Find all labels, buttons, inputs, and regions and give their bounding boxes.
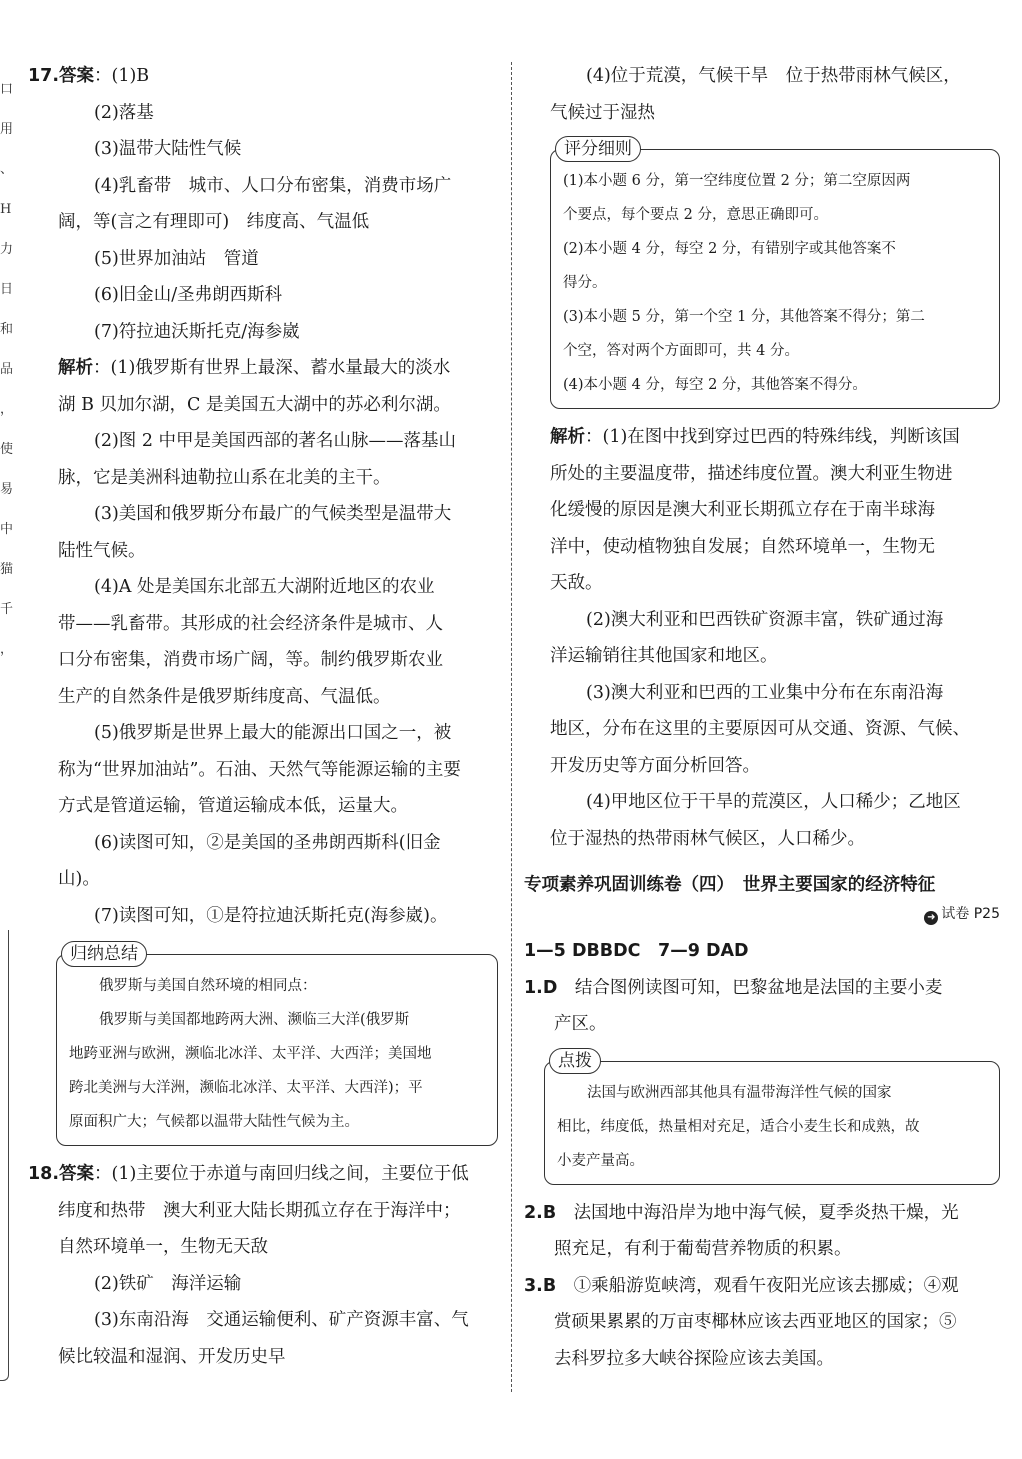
q18-answer-2: (2)铁矿 海洋运输 (94, 1273, 242, 1294)
paper-ref: ➜ 试卷 P25 (524, 901, 1000, 927)
q17-analysis-5-line1: (5)俄罗斯是世界上最大的能源出口国之一，被 (94, 723, 452, 743)
q17-analysis-4-line1: (4)A 处是美国东北部五大湖附近地区的农业 (94, 577, 435, 597)
q3-line3: 去科罗拉多大峡谷探险应该去美国。 (554, 1348, 834, 1369)
q18-answer-1-line2: 纬度和热带 澳大利亚大陆长期孤立存在于海洋中； (58, 1200, 461, 1221)
summary-title: 归纳总结 (61, 941, 147, 967)
q18-answer-4-line2: 气候过于湿热 (550, 102, 655, 123)
analysis-1-line5: 天敌。 (550, 573, 603, 593)
section-title: 专项素养巩固训练卷（四） 世界主要国家的经济特征 (524, 875, 936, 895)
column-divider (511, 62, 512, 1392)
q17-label: 17.答案 (28, 66, 95, 86)
scoring-line: (3)本小题 5 分，第一个空 1 分，其他答案不得分；第二 (563, 309, 925, 325)
left-column (28, 58, 498, 1375)
q17-analysis-3-line1: (3)美国和俄罗斯分布最广的气候类型是温带大 (94, 504, 452, 524)
q17-analysis-3-line2: 陆性气候。 (58, 540, 146, 561)
tip-line: 小麦产量高。 (557, 1152, 644, 1169)
q1-line2: 产区。 (554, 1014, 607, 1034)
right-column (524, 58, 1000, 1377)
scoring-line: (2)本小题 4 分，每空 2 分，有错别字或其他答案不 (563, 241, 896, 257)
q3-label: 3.B (524, 1275, 557, 1296)
edge-fragment: 口 用 、 H 力 日 和 品 ， 使 易 中 猫 千 ， (0, 82, 14, 657)
analysis-label: 解析 (58, 358, 93, 378)
q17-answer-2: (2)落基 (94, 102, 154, 123)
q18-answer-1-line3: 自然环境单一，生物无天敌 (58, 1237, 268, 1257)
q17-answer-6: (6)旧金山/圣弗朗西斯科 (94, 285, 283, 305)
q18-answer-4-line1: (4)位于荒漠，气候干旱 位于热带雨林气候区， (586, 66, 961, 86)
q2-line1: 2.B 法国地中海沿岸为地中海气候，夏季炎热干燥，光 (524, 1202, 959, 1223)
q18-answer-1-line1: 18.答案：(1)主要位于赤道与南回归线之间，主要位于低 (28, 1164, 469, 1184)
q17-analysis-6-line1: (6)读图可知，②是美国的圣弗朗西斯科(旧金 (94, 832, 441, 853)
summary-line: 俄罗斯与美国都地跨两大洲、濒临三大洋(俄罗斯 (99, 1012, 410, 1028)
q17-analysis-4-line3: 口分布密集，消费市场广阔，等。制约俄罗斯农业 (58, 650, 443, 670)
q17-analysis-4-line2: 带——乳畜带。其形成的社会经济条件是城市、人 (58, 613, 443, 634)
q17-analysis-1-line2: 湖 B 贝加尔湖，C 是美国五大湖中的苏必利尔湖。 (58, 394, 451, 415)
tip-title: 点拨 (549, 1048, 601, 1074)
scoring-line: 得分。 (563, 275, 607, 291)
q17-answer-3: (3)温带大陆性气候 (94, 139, 242, 159)
scoring-line: 个空，答对两个方面即可，共 4 分。 (563, 343, 799, 359)
q2-line2: 照充足，有利于葡萄营养物质的积累。 (554, 1239, 852, 1259)
q1-label: 1.D (524, 977, 558, 998)
analysis-2-line1: (2)澳大利亚和巴西铁矿资源丰富，铁矿通过海 (586, 609, 944, 630)
scoring-title: 评分细则 (555, 136, 641, 162)
q18-label: 18.答案 (28, 1164, 95, 1184)
q3-line1: 3.B ①乘船游览峡湾，观看午夜阳光应该去挪威；④观 (524, 1275, 959, 1296)
summary-box (56, 944, 498, 1146)
answer-key: 1—5 DBBDC 7—9 DAD (524, 941, 749, 961)
scoring-line: (1)本小题 6 分，第一空纬度位置 2 分；第二空原因两 (563, 173, 911, 189)
q17-analysis-2-line2: 脉，它是美洲科迪勒拉山系在北美的主干。 (58, 467, 391, 488)
arrow-right-icon: ➜ (924, 911, 938, 925)
analysis-3-line3: 开发历史等方面分析回答。 (550, 755, 760, 776)
analysis-1-line2: 所处的主要温度带，描述纬度位置。澳大利亚生物进 (550, 463, 953, 484)
tip-line: 相比，纬度低，热量相对充足，适合小麦生长和成熟，故 (557, 1118, 920, 1135)
analysis-1-line1: 解析：(1)在图中找到穿过巴西的特殊纬线，判断该国 (550, 427, 960, 447)
analysis-1-line4: 洋中，使动植物独自发展；自然环境单一，生物无 (550, 536, 935, 557)
q17-analysis-7: (7)读图可知，①是符拉迪沃斯托克(海参崴)。 (94, 905, 448, 926)
q18-answer-3-line2: 候比较温和湿润、开发历史早 (58, 1346, 286, 1367)
analysis-2-line2: 洋运输销往其他国家和地区。 (550, 646, 778, 666)
scoring-line: (4)本小题 4 分，每空 2 分，其他答案不得分。 (563, 377, 867, 393)
summary-line: 原面积广大；气候都以温带大陆性气候为主。 (69, 1114, 359, 1130)
analysis-1-line3: 化缓慢的原因是澳大利亚长期孤立存在于南半球海 (550, 500, 935, 520)
summary-line: 俄罗斯与美国自然环境的相同点： (99, 978, 317, 994)
summary-line: 地跨亚洲与欧洲，濒临北冰洋、太平洋、大西洋；美国地 (69, 1046, 432, 1062)
q1-line1: 1.D 结合图例读图可知，巴黎盆地是法国的主要小麦 (524, 977, 943, 998)
q17-answer-5: (5)世界加油站 管道 (94, 248, 259, 269)
q3-line2: 赏硕果累累的万亩枣椰林应该去西亚地区的国家；⑤ (554, 1312, 957, 1332)
analysis-3-line2: 地区，分布在这里的主要原因可从交通、资源、气候、 (550, 719, 970, 739)
q17-analysis-1-line1: 解析：(1)俄罗斯有世界上最深、蓄水量最大的淡水 (58, 358, 451, 378)
q17-answer-4-line2: 阔，等(言之有理即可) 纬度高、气温低 (58, 212, 370, 232)
analysis-label: 解析 (550, 427, 585, 447)
q2-label: 2.B (524, 1202, 557, 1223)
scoring-line: 个要点，每个要点 2 分，意思正确即可。 (563, 207, 828, 223)
tip-box (544, 1050, 1000, 1185)
q17-analysis-2-line1: (2)图 2 中甲是美国西部的著名山脉——落基山 (94, 431, 457, 451)
analysis-4-line2: 位于湿热的热带雨林气候区，人口稀少。 (550, 828, 865, 849)
analysis-4-line1: (4)甲地区位于干旱的荒漠区，人口稀少；乙地区 (586, 792, 961, 812)
q18-answer-3-line1: (3)东南沿海 交通运输便利、矿产资源丰富、气 (94, 1310, 469, 1330)
q17-answer-4-line1: (4)乳畜带 城市、人口分布密集，消费市场广 (94, 175, 452, 196)
q17-answer-7: (7)符拉迪沃斯托克/海参崴 (94, 321, 300, 342)
q17-analysis-5-line2: 称为“世界加油站”。石油、天然气等能源运输的主要 (58, 759, 461, 780)
edge-bracket (0, 930, 9, 1381)
q17-analysis-4-line4: 生产的自然条件是俄罗斯纬度高、气温低。 (58, 686, 391, 707)
q17-answer-1: 17.答案：(1)B (28, 66, 150, 86)
summary-line: 跨北美洲与大洋洲，濒临北冰洋、太平洋、大西洋)；平 (69, 1080, 423, 1096)
scoring-box (550, 139, 1000, 409)
q17-analysis-5-line3: 方式是管道运输，管道运输成本低，运量大。 (58, 796, 408, 816)
analysis-3-line1: (3)澳大利亚和巴西的工业集中分布在东南沿海 (586, 682, 944, 703)
tip-line: 法国与欧洲西部其他具有温带海洋性气候的国家 (587, 1084, 892, 1101)
q17-analysis-6-line2: 山)。 (58, 869, 100, 889)
